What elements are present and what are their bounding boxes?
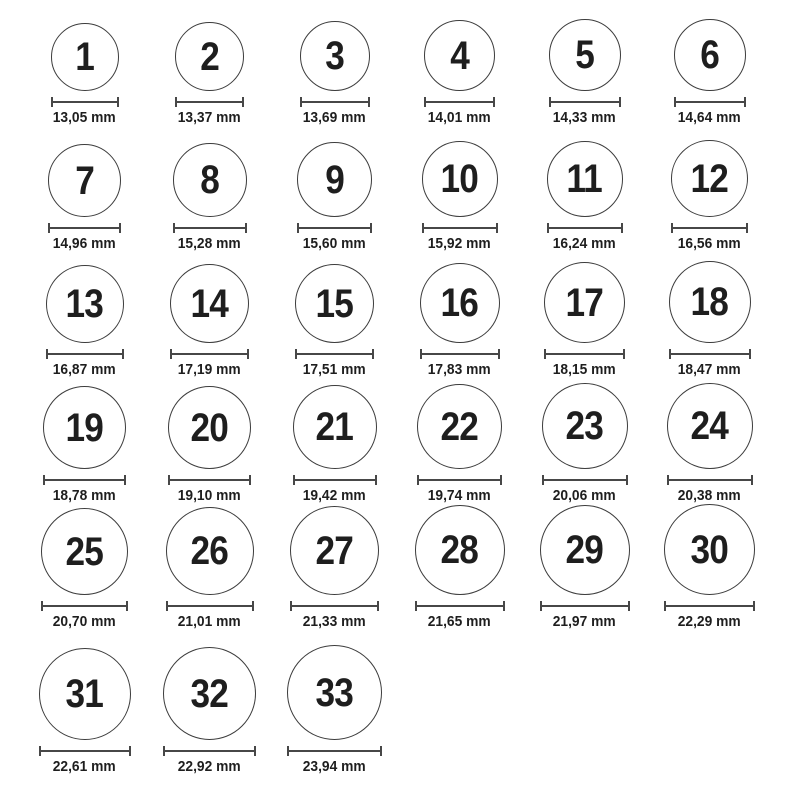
ring-size-item	[272, 632, 397, 777]
ring-circle	[297, 142, 372, 217]
ring-size-number: 15	[315, 281, 354, 326]
ring-size-number: 20	[190, 405, 229, 450]
ring-size-item	[22, 254, 147, 380]
ring-size-item	[22, 2, 147, 128]
diameter-measure-line	[46, 349, 124, 359]
diameter-label: 17,83 mm	[428, 361, 491, 378]
diameter-label: 19,42 mm	[303, 487, 366, 504]
ring-size-item	[397, 506, 522, 632]
diameter-label: 19,10 mm	[178, 487, 241, 504]
diameter-measure-line	[163, 746, 256, 756]
ring-size-number: 17	[565, 280, 604, 325]
ring-circle	[415, 505, 505, 595]
ring-size-item	[522, 2, 647, 128]
diameter-label: 20,38 mm	[678, 487, 741, 504]
ring-size-number: 16	[440, 281, 479, 325]
diameter-label: 14,64 mm	[678, 109, 741, 126]
ring-size-number: 8	[200, 158, 219, 202]
ring-size-number: 13	[65, 282, 104, 326]
diameter-measure-line	[43, 475, 126, 485]
ring-circle	[166, 507, 254, 595]
ring-size-number: 33	[315, 670, 354, 715]
ring-size-row	[22, 380, 800, 506]
ring-size-item	[22, 128, 147, 254]
diameter-measure-line	[549, 97, 621, 107]
ring-circle	[544, 262, 625, 343]
ring-size-item	[22, 380, 147, 506]
ring-size-number: 14	[190, 281, 229, 326]
ring-circle	[669, 261, 751, 343]
diameter-label: 15,60 mm	[303, 235, 366, 252]
diameter-measure-line	[422, 223, 498, 233]
diameter-label: 21,97 mm	[553, 613, 616, 630]
diameter-measure-line	[674, 97, 746, 107]
diameter-label: 17,19 mm	[178, 361, 241, 378]
diameter-measure-line	[39, 746, 131, 756]
diameter-label: 19,74 mm	[428, 487, 491, 504]
diameter-label: 20,06 mm	[553, 487, 616, 504]
ring-circle	[674, 19, 746, 91]
diameter-measure-line	[290, 601, 379, 611]
ring-circle	[540, 505, 630, 595]
ring-circle	[173, 143, 247, 217]
ring-circle	[417, 384, 502, 469]
diameter-measure-line	[300, 97, 370, 107]
ring-size-item	[647, 380, 772, 506]
diameter-label: 14,33 mm	[553, 109, 616, 126]
ring-circle	[170, 264, 249, 343]
diameter-label: 15,92 mm	[428, 235, 491, 252]
ring-size-row	[22, 2, 800, 128]
diameter-measure-line	[166, 601, 254, 611]
diameter-label: 14,01 mm	[428, 109, 491, 126]
ring-size-number: 10	[440, 157, 479, 201]
ring-circle	[300, 21, 370, 91]
diameter-measure-line	[287, 746, 382, 756]
ring-circle	[163, 647, 256, 740]
ring-circle	[46, 265, 124, 343]
ring-size-item	[22, 632, 147, 777]
ring-circle	[43, 386, 126, 469]
diameter-measure-line	[295, 349, 374, 359]
ring-circle	[420, 263, 500, 343]
ring-size-item	[522, 128, 647, 254]
diameter-label: 13,69 mm	[303, 109, 366, 126]
ring-size-number: 9	[325, 157, 344, 202]
ring-circle	[424, 20, 495, 91]
ring-circle	[671, 140, 748, 217]
diameter-label: 17,51 mm	[303, 361, 366, 378]
ring-size-item	[147, 506, 272, 632]
ring-size-item	[647, 2, 772, 128]
diameter-measure-line	[415, 601, 505, 611]
ring-circle	[175, 22, 244, 91]
ring-size-number: 25	[65, 529, 104, 574]
diameter-measure-line	[544, 349, 625, 359]
ring-size-item	[272, 128, 397, 254]
diameter-measure-line	[297, 223, 372, 233]
diameter-measure-line	[671, 223, 748, 233]
ring-size-number: 6	[700, 33, 719, 77]
diameter-measure-line	[420, 349, 500, 359]
diameter-label: 20,70 mm	[53, 613, 116, 630]
diameter-label: 22,92 mm	[178, 758, 241, 775]
diameter-label: 21,01 mm	[178, 613, 241, 630]
ring-size-number: 26	[190, 529, 229, 573]
ring-size-number: 21	[315, 405, 354, 449]
ring-size-number: 11	[566, 157, 603, 201]
ring-size-item	[397, 254, 522, 380]
ring-size-item	[397, 2, 522, 128]
ring-circle	[290, 506, 379, 595]
diameter-measure-line	[547, 223, 623, 233]
diameter-measure-line	[424, 97, 495, 107]
ring-circle	[51, 23, 119, 91]
ring-circle	[667, 383, 753, 469]
diameter-label: 22,29 mm	[678, 613, 741, 630]
ring-size-number: 3	[325, 34, 344, 78]
diameter-label: 15,28 mm	[178, 235, 241, 252]
ring-size-number: 5	[575, 33, 594, 77]
ring-circle	[422, 141, 498, 217]
ring-size-number: 7	[75, 158, 94, 203]
diameter-measure-line	[669, 349, 751, 359]
diameter-measure-line	[542, 475, 628, 485]
diameter-measure-line	[417, 475, 502, 485]
ring-size-item	[147, 380, 272, 506]
ring-size-item	[647, 506, 772, 632]
ring-size-item	[647, 254, 772, 380]
ring-circle	[41, 508, 128, 595]
diameter-label: 21,65 mm	[428, 613, 491, 630]
ring-size-item	[147, 254, 272, 380]
ring-circle	[293, 385, 377, 469]
ring-circle	[295, 264, 374, 343]
ring-size-item	[272, 254, 397, 380]
ring-size-number: 29	[565, 528, 604, 572]
ring-circle	[48, 144, 121, 217]
diameter-label: 18,15 mm	[553, 361, 616, 378]
diameter-measure-line	[667, 475, 753, 485]
diameter-measure-line	[48, 223, 121, 233]
ring-size-item	[397, 380, 522, 506]
ring-size-number: 24	[690, 404, 729, 448]
ring-circle	[549, 19, 621, 91]
diameter-label: 13,37 mm	[178, 109, 241, 126]
diameter-measure-line	[41, 601, 128, 611]
diameter-measure-line	[175, 97, 244, 107]
ring-size-number: 2	[200, 34, 219, 79]
ring-size-number: 30	[690, 527, 729, 572]
ring-size-item	[272, 380, 397, 506]
ring-circle	[547, 141, 623, 217]
ring-size-item	[22, 506, 147, 632]
ring-size-item	[647, 128, 772, 254]
diameter-label: 16,56 mm	[678, 235, 741, 252]
diameter-label: 18,78 mm	[53, 487, 116, 504]
ring-size-number: 22	[440, 404, 479, 449]
ring-size-item	[522, 506, 647, 632]
ring-circle	[664, 504, 755, 595]
ring-size-number: 23	[565, 404, 604, 448]
ring-size-row	[22, 128, 800, 254]
ring-size-item	[147, 632, 272, 777]
ring-size-number: 31	[65, 672, 104, 716]
ring-size-row	[22, 506, 800, 632]
ring-size-row	[22, 254, 800, 380]
diameter-label: 22,61 mm	[53, 758, 116, 775]
ring-circle	[39, 648, 131, 740]
ring-size-item	[272, 506, 397, 632]
ring-size-item	[522, 254, 647, 380]
ring-size-number: 32	[190, 671, 229, 716]
ring-circle	[287, 645, 382, 740]
diameter-label: 14,96 mm	[53, 235, 116, 252]
ring-circle	[168, 386, 251, 469]
diameter-measure-line	[173, 223, 247, 233]
diameter-label: 23,94 mm	[303, 758, 366, 775]
diameter-label: 16,24 mm	[553, 235, 616, 252]
ring-size-number: 12	[690, 156, 729, 201]
diameter-measure-line	[168, 475, 251, 485]
diameter-measure-line	[170, 349, 249, 359]
ring-size-item	[147, 128, 272, 254]
ring-size-item	[397, 128, 522, 254]
ring-size-number: 28	[440, 528, 479, 572]
ring-size-number: 18	[690, 280, 729, 324]
diameter-measure-line	[540, 601, 630, 611]
ring-size-item	[147, 2, 272, 128]
diameter-measure-line	[664, 601, 755, 611]
ring-circle	[542, 383, 628, 469]
ring-size-row	[22, 632, 800, 777]
ring-size-item	[272, 2, 397, 128]
ring-size-number: 4	[450, 33, 469, 78]
ring-size-number: 1	[75, 35, 94, 79]
ring-size-item	[522, 380, 647, 506]
diameter-measure-line	[51, 97, 119, 107]
diameter-label: 21,33 mm	[303, 613, 366, 630]
ring-size-number: 27	[315, 528, 354, 573]
diameter-label: 13,05 mm	[53, 109, 116, 126]
diameter-label: 18,47 mm	[678, 361, 741, 378]
ring-size-number: 19	[65, 405, 104, 450]
diameter-label: 16,87 mm	[53, 361, 116, 378]
diameter-measure-line	[293, 475, 377, 485]
